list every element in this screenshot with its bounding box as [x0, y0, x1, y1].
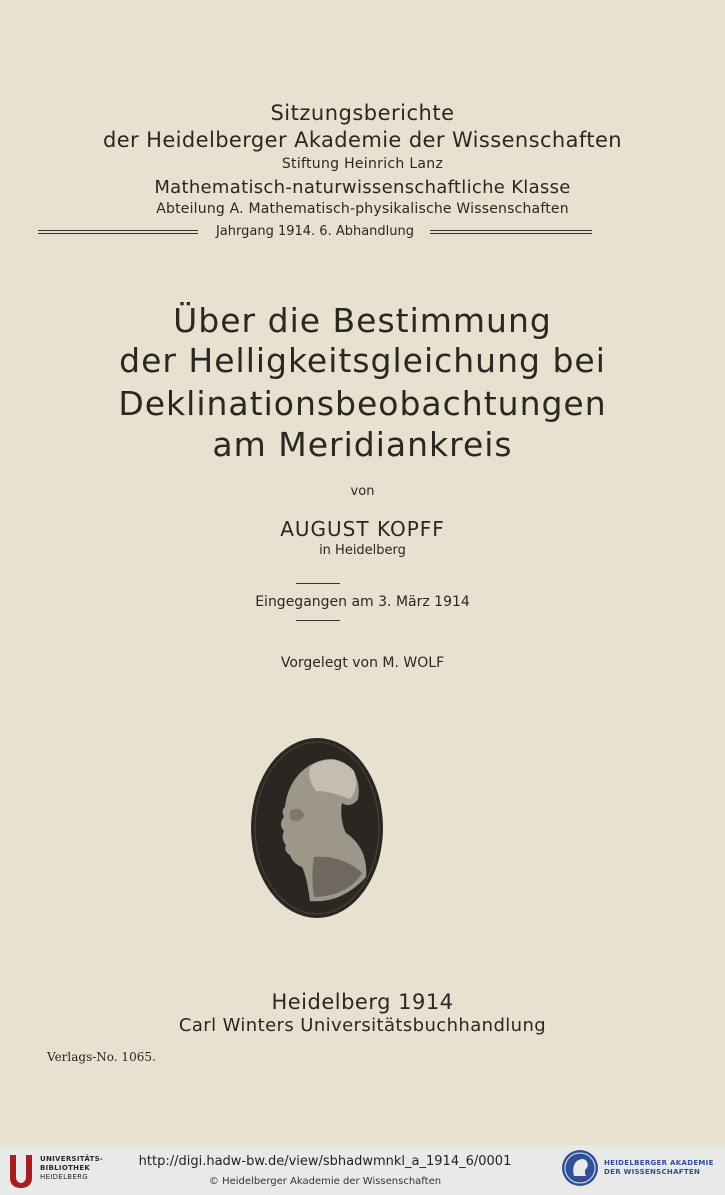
verlags-number: Verlags-No. 1065.	[47, 1050, 156, 1064]
abteilung-line: Abteilung A. Mathematisch-physikalische Wissenschaften	[156, 201, 569, 217]
foundation-line: Stiftung Heinrich Lanz	[281, 156, 444, 172]
jahrgang-line: Jahrgang 1914. 6. Abhandlung	[215, 224, 415, 239]
jahrgang-rule-row	[38, 226, 592, 242]
title-line-3: Deklinationsbeobachtungen	[118, 384, 607, 423]
library-line-3: HEIDELBERG	[40, 1173, 88, 1181]
academy-logo-line-1: HEIDELBERGER AKADEMIE	[604, 1159, 714, 1167]
academy-logo-line-2: DER WISSENSCHAFTEN	[604, 1168, 701, 1176]
title-line-2: der Helligkeitsgleichung bei	[119, 341, 606, 380]
library-line-2: BIBLIOTHEK	[40, 1164, 91, 1172]
received-date: Eingegangen am 3. März 1914	[255, 594, 470, 610]
viewer-footer	[0, 1145, 725, 1195]
copyright-notice: © Heidelberger Akademie der Wissenschaften	[208, 1176, 442, 1187]
presented-by: Vorgelegt von M. WOLF	[280, 655, 445, 671]
short-rule-bottom	[296, 620, 340, 621]
author-name: AUGUST KOPFF	[280, 517, 445, 541]
short-rule-top	[296, 583, 340, 584]
publisher-name: Carl Winters Universitätsbuchhandlung	[178, 1015, 547, 1036]
series-title: Sitzungsberichte	[270, 101, 455, 125]
academy-seal-icon[interactable]	[560, 1148, 600, 1188]
author-place: in Heidelberg	[319, 543, 406, 558]
library-line-1: UNIVERSITÄTS-	[40, 1155, 104, 1163]
double-rule-right	[430, 230, 592, 234]
title-line-1: Über die Bestimmung	[173, 301, 552, 340]
athena-cameo-emblem	[250, 737, 384, 919]
page-url-link[interactable]: http://digi.hadw-bw.de/view/sbhadwmnkl_a_1914_6/0001	[138, 1154, 512, 1169]
title-line-4: am Meridiankreis	[212, 425, 513, 464]
von-label: von	[350, 484, 375, 499]
academy-logo-label[interactable]	[604, 1159, 714, 1177]
academy-name: der Heidelberger Akademie der Wissenschaften	[103, 128, 622, 152]
publication-place-year: Heidelberg 1914	[271, 990, 454, 1014]
klasse-line: Mathematisch-naturwissenschaftliche Klasse	[154, 177, 571, 198]
